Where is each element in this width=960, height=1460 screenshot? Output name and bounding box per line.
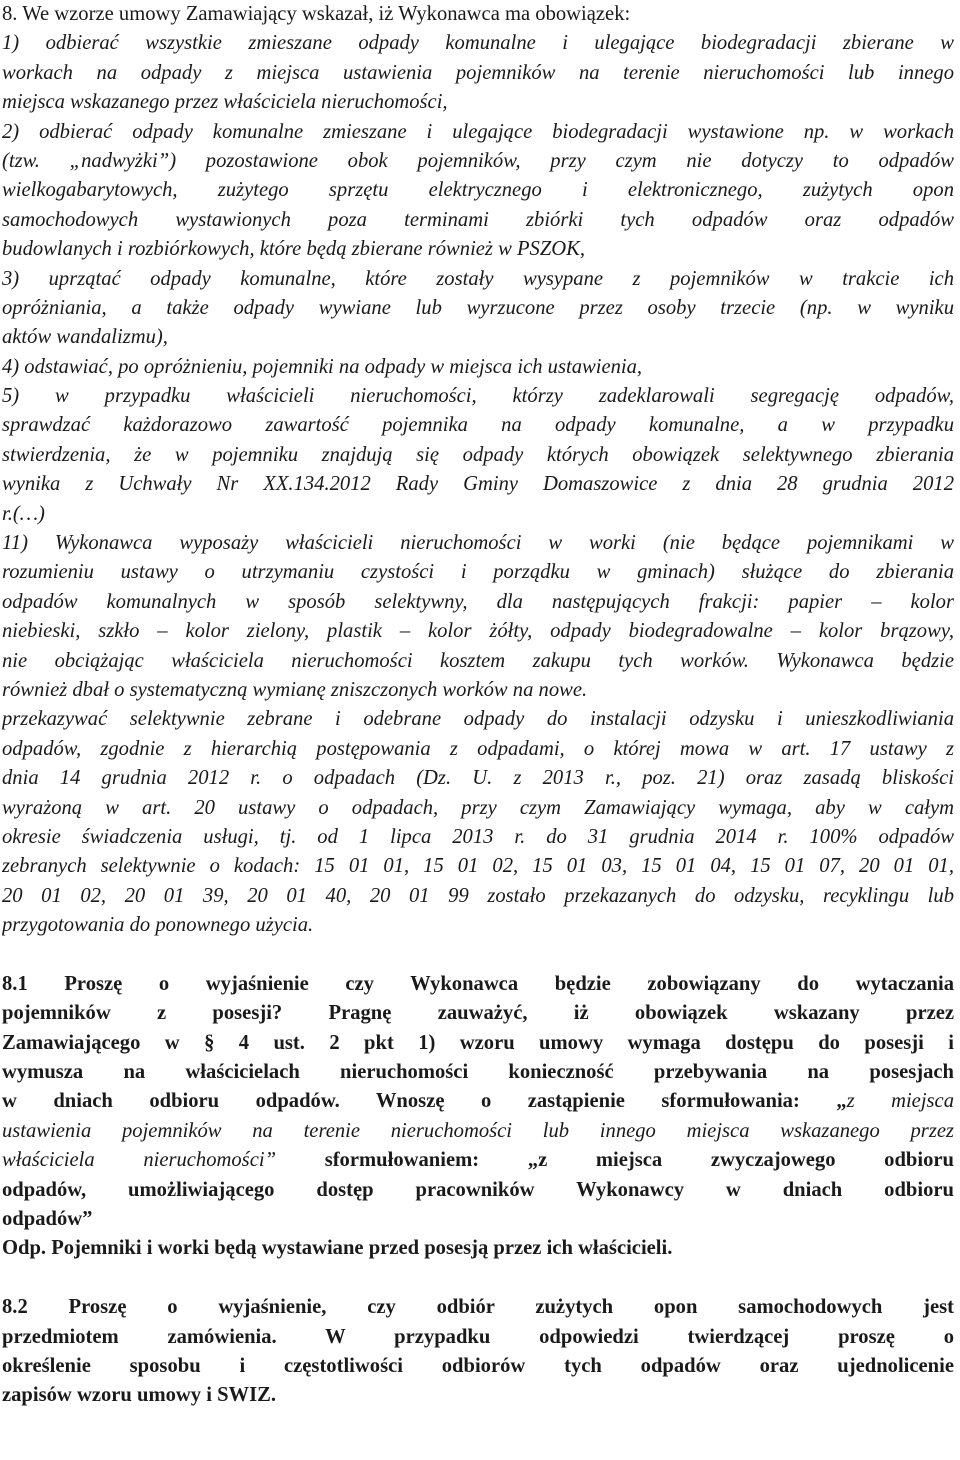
text-segment: 4) odstawiać, po opróżnieniu, pojemniki na odpady w miejsca ich ustawienia,: [2, 355, 643, 378]
text-line: [2, 235, 954, 264]
blank-line: [2, 1264, 954, 1293]
text-segment: 1) odbierać wszystkie zmieszane odpady komunalne i ulegające biodegradacji zbierane w: [2, 32, 954, 55]
text-segment: stwierdzenia, że w pojemniku znajdują się odpady których obowiązek selektywnego zbierania: [2, 443, 954, 466]
text-segment: przygotowania do ponownego użycia.: [2, 914, 314, 937]
text-line: [2, 500, 954, 529]
text-line: [2, 1381, 954, 1410]
text-line: [2, 0, 954, 29]
text-line: [2, 118, 954, 147]
text-line: [2, 441, 954, 470]
text-segment: Zamawiającego w § 4 ust. 2 pkt 1) wzoru umowy wymaga dostępu do posesji i: [2, 1031, 954, 1054]
text-segment: z miejsca: [846, 1090, 954, 1113]
text-line: [2, 1205, 954, 1234]
text-segment: odpadów, umożliwiającego dostęp pracowników Wykonawcy w dniach odbioru: [2, 1178, 954, 1201]
text-line: [2, 176, 954, 205]
text-line: [2, 1117, 954, 1146]
text-line: [2, 1176, 954, 1205]
text-segment: 5) w przypadku właścicieli nieruchomości, którzy zadeklarowali segregację odpadów,: [2, 385, 954, 408]
text-segment: przekazywać selektywnie zebrane i odebrane odpady do instalacji odzysku i unieszkodliwiania: [2, 708, 954, 731]
text-segment: miejsca wskazanego przez właściciela nieruchomości,: [2, 91, 448, 114]
text-line: [2, 470, 954, 499]
text-segment: sformułowaniem: „z miejsca zwyczajowego odbioru: [324, 1149, 954, 1172]
text-segment: również dbał o systematyczną wymianę zniszczonych worków na nowe.: [2, 678, 588, 701]
text-line: [2, 147, 954, 176]
text-line: [2, 1234, 954, 1263]
text-line: [2, 764, 954, 793]
text-line: [2, 29, 954, 58]
text-line: [2, 705, 954, 734]
text-segment: określenie sposobu i częstotliwości odbiorów tych odpadów oraz ujednolicenie: [2, 1354, 954, 1377]
text-segment: 2) odbierać odpady komunalne zmieszane i ulegające biodegradacji wystawione np. w workach: [2, 120, 954, 143]
text-segment: 11) Wykonawca wyposaży właścicieli nieruchomości w worki (nie będące pojemnikami w: [2, 532, 954, 555]
text-line: [2, 265, 954, 294]
text-line: [2, 1352, 954, 1381]
text-line: [2, 1029, 954, 1058]
text-segment: wymusza na właścicielach nieruchomości konieczność przebywania na posesjach: [2, 1061, 954, 1084]
text-segment: niebieski, szkło – kolor zielony, plastik – kolor żółty, odpady biodegradowalne – kolor brązowy,: [2, 620, 954, 643]
text-segment: Odp. Pojemniki i worki będą wystawiane przed posesją przez ich właścicieli.: [2, 1237, 673, 1260]
text-segment: r.(…): [2, 502, 45, 525]
text-segment: wielkogabarytowych, zużytego sprzętu elektrycznego i elektronicznego, zużytych opon: [2, 179, 954, 202]
blank-line: [2, 941, 954, 970]
text-segment: 8.1 Proszę o wyjaśnienie czy Wykonawca będzie zobowiązany do wytaczania: [2, 972, 954, 995]
text-line: [2, 411, 954, 440]
text-line: [2, 88, 954, 117]
text-segment: budowlanych i rozbiórkowych, które będą zbierane również w PSZOK,: [2, 238, 586, 261]
text-segment: ustawienia pojemników na terenie nieruchomości lub innego miejsca wskazanego przez: [2, 1119, 954, 1142]
text-segment: (tzw. „nadwyżki”) pozostawione obok pojemników, przy czym nie dotyczy to odpadów: [2, 149, 954, 172]
text-line: [2, 676, 954, 705]
text-line: [2, 823, 954, 852]
text-segment: właściciela nieruchomości”: [2, 1149, 325, 1172]
text-segment: samochodowych wystawionych poza terminami zbiórki tych odpadów oraz odpadów: [2, 208, 954, 231]
text-segment: workach na odpady z miejsca ustawienia pojemników na terenie nieruchomości lub innego: [2, 61, 954, 84]
text-segment: wynika z Uchwały Nr XX.134.2012 Rady Gminy Domaszowice z dnia 28 grudnia 2012: [2, 473, 954, 496]
text-segment: rozumieniu ustawy o utrzymaniu czystości i porządku w gminach) służące do zbierania: [2, 561, 954, 584]
text-line: [2, 59, 954, 88]
text-line: [2, 382, 954, 411]
text-segment: 20 01 02, 20 01 39, 20 01 40, 20 01 99 zostało przekazanych do odzysku, recyklingu lub: [2, 884, 954, 907]
text-segment: wyrażoną w art. 20 ustawy o odpadach, przy czym Zamawiający wymaga, aby w całym: [2, 796, 954, 819]
text-line: [2, 882, 954, 911]
text-segment: pojemników z posesji? Pragnę zauważyć, iż obowiązek wskazany przez: [2, 1002, 954, 1025]
text-line: [2, 558, 954, 587]
text-line: [2, 1323, 954, 1352]
text-line: [2, 323, 954, 352]
text-segment: 3) uprzątać odpady komunalne, które zostały wysypane z pojemników w trakcie ich: [2, 267, 954, 290]
text-segment: 8.2 Proszę o wyjaśnienie, czy odbiór zużytych opon samochodowych jest: [2, 1296, 954, 1319]
text-segment: sprawdzać każdorazowo zawartość pojemnika na odpady komunalne, a w przypadku: [2, 414, 954, 437]
text-segment: 8. We wzorze umowy Zamawiający wskazał, iż Wykonawca ma obowiązek:: [2, 3, 631, 25]
text-line: [2, 999, 954, 1028]
text-segment: odpadów”: [2, 1208, 93, 1231]
text-line: [2, 588, 954, 617]
text-segment: odpadów, zgodnie z hierarchią postępowania z odpadami, o której mowa w art. 17 ustawy z: [2, 737, 954, 760]
text-segment: zebranych selektywnie o kodach: 15 01 01, 15 01 02, 15 01 03, 15 01 04, 15 01 07, 20 01 01,: [2, 855, 954, 878]
text-line: [2, 735, 954, 764]
text-segment: odpadów komunalnych w sposób selektywny, dla następujących frakcji: papier – kolor: [2, 590, 954, 613]
text-line: [2, 353, 954, 382]
text-segment: nie obciążając właściciela nieruchomości kosztem zakupu tych worków. Wykonawca będzie: [2, 649, 954, 672]
text-segment: przedmiotem zamówienia. W przypadku odpowiedzi twierdzącej proszę o: [2, 1325, 954, 1348]
text-line: [2, 647, 954, 676]
text-line: [2, 206, 954, 235]
text-segment: dnia 14 grudnia 2012 r. o odpadach (Dz. U. z 2013 r., poz. 21) oraz zasadą bliskości: [2, 767, 954, 790]
text-line: [2, 1087, 954, 1116]
text-line: [2, 529, 954, 558]
text-line: [2, 1146, 954, 1175]
text-segment: zapisów wzoru umowy i SWIZ.: [2, 1384, 277, 1407]
text-line: [2, 1058, 954, 1087]
text-segment: aktów wandalizmu),: [2, 326, 168, 349]
text-segment: okresie świadczenia usługi, tj. od 1 lipca 2013 r. do 31 grudnia 2014 r. 100% odpadów: [2, 825, 954, 848]
text-segment: opróżniania, a także odpady wywiane lub wyrzucone przez osoby trzecie (np. w wyniku: [2, 296, 954, 319]
text-line: [2, 294, 954, 323]
text-line: [2, 1293, 954, 1322]
text-line: [2, 911, 954, 940]
text-segment: w dniach odbioru odpadów. Wnoszę o zastąpienie sformułowania: „: [2, 1090, 847, 1113]
text-line: [2, 794, 954, 823]
text-line: [2, 617, 954, 646]
text-line: [2, 970, 954, 999]
text-line: [2, 852, 954, 881]
